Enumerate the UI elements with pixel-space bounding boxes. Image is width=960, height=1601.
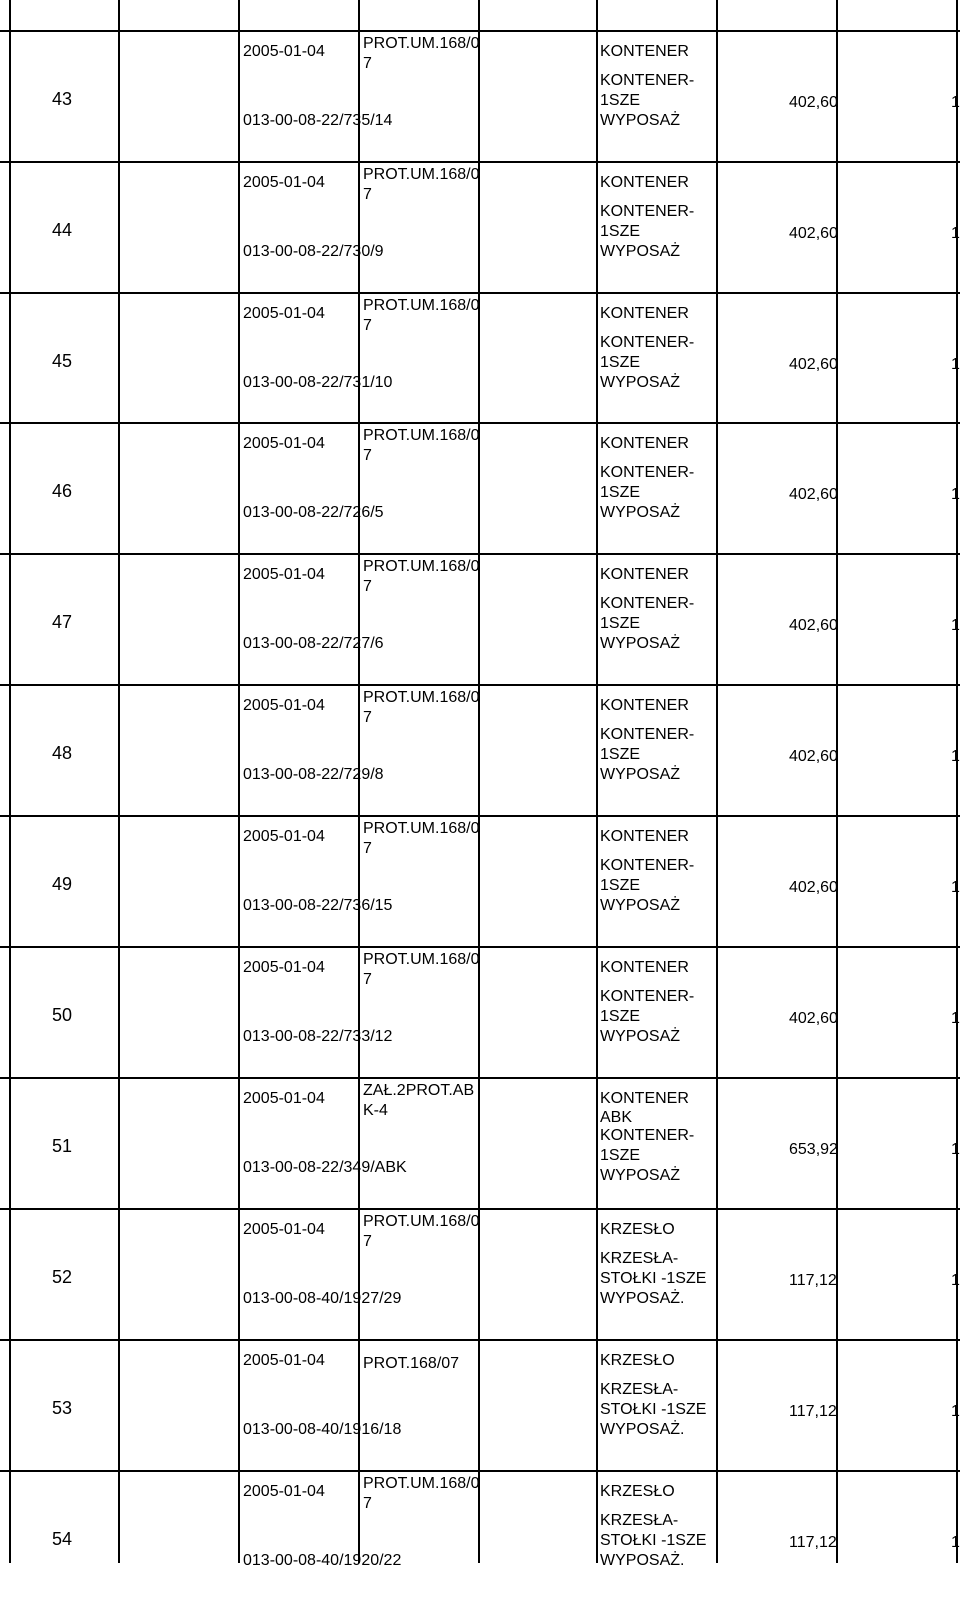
entry-date: 2005-01-04 bbox=[243, 1352, 325, 1369]
item-group: KONTENER- bbox=[600, 334, 695, 351]
basis-text: 7 bbox=[363, 709, 372, 726]
row-number: 54 bbox=[52, 1529, 73, 1549]
value: 117,12 bbox=[789, 1403, 837, 1420]
item-group: KRZESŁA- bbox=[600, 1381, 679, 1398]
document-number: 013-00-08-40/1920/22 bbox=[243, 1552, 402, 1569]
row-number: 45 bbox=[52, 351, 73, 371]
basis-text: 7 bbox=[363, 578, 372, 595]
item-group: STOŁKI -1SZE bbox=[600, 1532, 707, 1549]
row-number: 46 bbox=[52, 481, 73, 501]
item-group: WYPOSAŻ bbox=[600, 243, 681, 260]
row-number: 47 bbox=[52, 612, 73, 632]
item-group: WYPOSAŻ bbox=[600, 1167, 681, 1184]
item-group: STOŁKI -1SZE bbox=[600, 1401, 707, 1418]
quantity: 1 bbox=[951, 94, 960, 111]
value: 402,60 bbox=[789, 225, 838, 242]
item-name-suffix: ABK bbox=[600, 1109, 633, 1126]
basis-text: ZAŁ.2PROT.AB bbox=[363, 1082, 475, 1099]
quantity: 1 bbox=[951, 225, 960, 242]
basis-text: 7 bbox=[363, 1233, 372, 1250]
table-row bbox=[0, 30, 960, 161]
item-group: 1SZE bbox=[600, 1147, 641, 1164]
item-name: KONTENER bbox=[600, 174, 689, 191]
item-group: KRZESŁA- bbox=[600, 1250, 679, 1267]
item-group: 1SZE bbox=[600, 1008, 641, 1025]
item-name: KRZESŁO bbox=[600, 1483, 675, 1500]
item-group: STOŁKI -1SZE bbox=[600, 1270, 707, 1287]
basis-text: K-4 bbox=[363, 1102, 388, 1119]
basis-text: PROT.UM.168/0 bbox=[363, 297, 480, 314]
entry-date: 2005-01-04 bbox=[243, 828, 325, 845]
value: 402,60 bbox=[789, 748, 838, 765]
entry-date: 2005-01-04 bbox=[243, 174, 325, 191]
item-group: KONTENER- bbox=[600, 726, 695, 743]
value: 117,12 bbox=[789, 1272, 837, 1289]
basis-text: PROT.UM.168/0 bbox=[363, 166, 480, 183]
basis-text: 7 bbox=[363, 840, 372, 857]
row-number: 52 bbox=[52, 1267, 73, 1287]
item-group: WYPOSAŻ bbox=[600, 112, 681, 129]
value: 402,60 bbox=[789, 356, 838, 373]
document-number: 013-00-08-22/733/12 bbox=[243, 1028, 393, 1045]
table-row bbox=[0, 1077, 960, 1208]
basis-text: PROT.UM.168/0 bbox=[363, 820, 480, 837]
basis-text: 7 bbox=[363, 1495, 372, 1512]
item-name: KONTENER bbox=[600, 959, 689, 976]
value: 402,60 bbox=[789, 486, 838, 503]
item-name: KONTENER bbox=[600, 305, 689, 322]
item-group: KRZESŁA- bbox=[600, 1512, 679, 1529]
item-name: KONTENER bbox=[600, 828, 689, 845]
value: 402,60 bbox=[789, 94, 838, 111]
document-number: 013-00-08-40/1916/18 bbox=[243, 1421, 402, 1438]
table-row bbox=[0, 946, 960, 1077]
quantity: 1 bbox=[951, 1534, 960, 1551]
basis-text: 7 bbox=[363, 55, 372, 72]
quantity: 1 bbox=[951, 1403, 960, 1420]
value: 402,60 bbox=[789, 879, 838, 896]
basis-text: PROT.UM.168/0 bbox=[363, 689, 480, 706]
item-group: KONTENER- bbox=[600, 988, 695, 1005]
entry-date: 2005-01-04 bbox=[243, 566, 325, 583]
item-group: WYPOSAŻ bbox=[600, 897, 681, 914]
item-name: KONTENER bbox=[600, 435, 689, 452]
quantity: 1 bbox=[951, 1010, 960, 1027]
item-group: KONTENER- bbox=[600, 1127, 695, 1144]
basis-text: PROT.UM.168/0 bbox=[363, 427, 480, 444]
row-number: 44 bbox=[52, 220, 73, 240]
item-group: 1SZE bbox=[600, 354, 641, 371]
entry-date: 2005-01-04 bbox=[243, 697, 325, 714]
item-group: KONTENER- bbox=[600, 464, 695, 481]
document-number: 013-00-08-22/726/5 bbox=[243, 504, 384, 521]
entry-date: 2005-01-04 bbox=[243, 305, 325, 322]
item-name: KONTENER bbox=[600, 1090, 689, 1107]
basis-text: PROT.UM.168/0 bbox=[363, 1475, 480, 1492]
quantity: 1 bbox=[951, 356, 960, 373]
item-group: WYPOSAŻ. bbox=[600, 1552, 685, 1569]
item-group: 1SZE bbox=[600, 484, 641, 501]
item-group: 1SZE bbox=[600, 223, 641, 240]
table-row bbox=[0, 161, 960, 292]
item-group: KONTENER- bbox=[600, 595, 695, 612]
item-group: 1SZE bbox=[600, 877, 641, 894]
entry-date: 2005-01-04 bbox=[243, 1221, 325, 1238]
item-group: WYPOSAŻ bbox=[600, 1028, 681, 1045]
table-row bbox=[0, 422, 960, 553]
item-group: WYPOSAŻ. bbox=[600, 1290, 685, 1307]
item-group: KONTENER- bbox=[600, 203, 695, 220]
basis-text: 7 bbox=[363, 447, 372, 464]
table-row bbox=[0, 1339, 960, 1470]
item-group: WYPOSAŻ bbox=[600, 374, 681, 391]
item-group: 1SZE bbox=[600, 92, 641, 109]
value: 402,60 bbox=[789, 1010, 838, 1027]
row-number: 48 bbox=[52, 743, 73, 763]
entry-date: 2005-01-04 bbox=[243, 43, 325, 60]
item-group: WYPOSAŻ bbox=[600, 766, 681, 783]
table-row bbox=[0, 815, 960, 946]
item-group: WYPOSAŻ bbox=[600, 504, 681, 521]
document-number: 013-00-08-22/731/10 bbox=[243, 374, 393, 391]
entry-date: 2005-01-04 bbox=[243, 959, 325, 976]
item-group: KONTENER- bbox=[600, 72, 695, 89]
row-number: 50 bbox=[52, 1005, 73, 1025]
quantity: 1 bbox=[951, 748, 960, 765]
document-number: 013-00-08-22/729/8 bbox=[243, 766, 384, 783]
row-number: 43 bbox=[52, 89, 73, 109]
basis-text: PROT.UM.168/0 bbox=[363, 951, 480, 968]
entry-date: 2005-01-04 bbox=[243, 435, 325, 452]
item-name: KONTENER bbox=[600, 566, 689, 583]
item-group: 1SZE bbox=[600, 615, 641, 632]
item-name: KRZESŁO bbox=[600, 1352, 675, 1369]
basis-text: PROT.UM.168/0 bbox=[363, 1213, 480, 1230]
quantity: 1 bbox=[951, 879, 960, 896]
document-number: 013-00-08-22/736/15 bbox=[243, 897, 393, 914]
basis-text: 7 bbox=[363, 186, 372, 203]
entry-date: 2005-01-04 bbox=[243, 1483, 325, 1500]
document-number: 013-00-08-22/735/14 bbox=[243, 112, 393, 129]
document-number: 013-00-08-22/727/6 bbox=[243, 635, 384, 652]
quantity: 1 bbox=[951, 1272, 960, 1289]
quantity: 1 bbox=[951, 486, 960, 503]
item-name: KONTENER bbox=[600, 43, 689, 60]
row-number: 51 bbox=[52, 1136, 73, 1156]
entry-date: 2005-01-04 bbox=[243, 1090, 325, 1107]
item-name: KRZESŁO bbox=[600, 1221, 675, 1238]
basis-text: PROT.UM.168/0 bbox=[363, 35, 480, 52]
table-row bbox=[0, 1470, 960, 1601]
item-group: KONTENER- bbox=[600, 857, 695, 874]
item-name: KONTENER bbox=[600, 697, 689, 714]
basis-text: 7 bbox=[363, 971, 372, 988]
value: 402,60 bbox=[789, 617, 838, 634]
value: 117,12 bbox=[789, 1534, 837, 1551]
item-group: WYPOSAŻ. bbox=[600, 1421, 685, 1438]
row-number: 49 bbox=[52, 874, 73, 894]
table-row bbox=[0, 553, 960, 684]
quantity: 1 bbox=[951, 617, 960, 634]
table-row bbox=[0, 684, 960, 815]
item-group: 1SZE bbox=[600, 746, 641, 763]
item-group: WYPOSAŻ bbox=[600, 635, 681, 652]
table-row bbox=[0, 1208, 960, 1339]
basis-text: 7 bbox=[363, 317, 372, 334]
document-number: 013-00-08-40/1927/29 bbox=[243, 1290, 402, 1307]
document-number: 013-00-08-22/349/ABK bbox=[243, 1159, 407, 1176]
table-row bbox=[0, 292, 960, 423]
document-number: 013-00-08-22/730/9 bbox=[243, 243, 384, 260]
basis-text: PROT.UM.168/0 bbox=[363, 558, 480, 575]
row-number: 53 bbox=[52, 1398, 73, 1418]
value: 653,92 bbox=[789, 1141, 838, 1158]
quantity: 1 bbox=[951, 1141, 960, 1158]
basis-text: PROT.168/07 bbox=[363, 1355, 460, 1372]
